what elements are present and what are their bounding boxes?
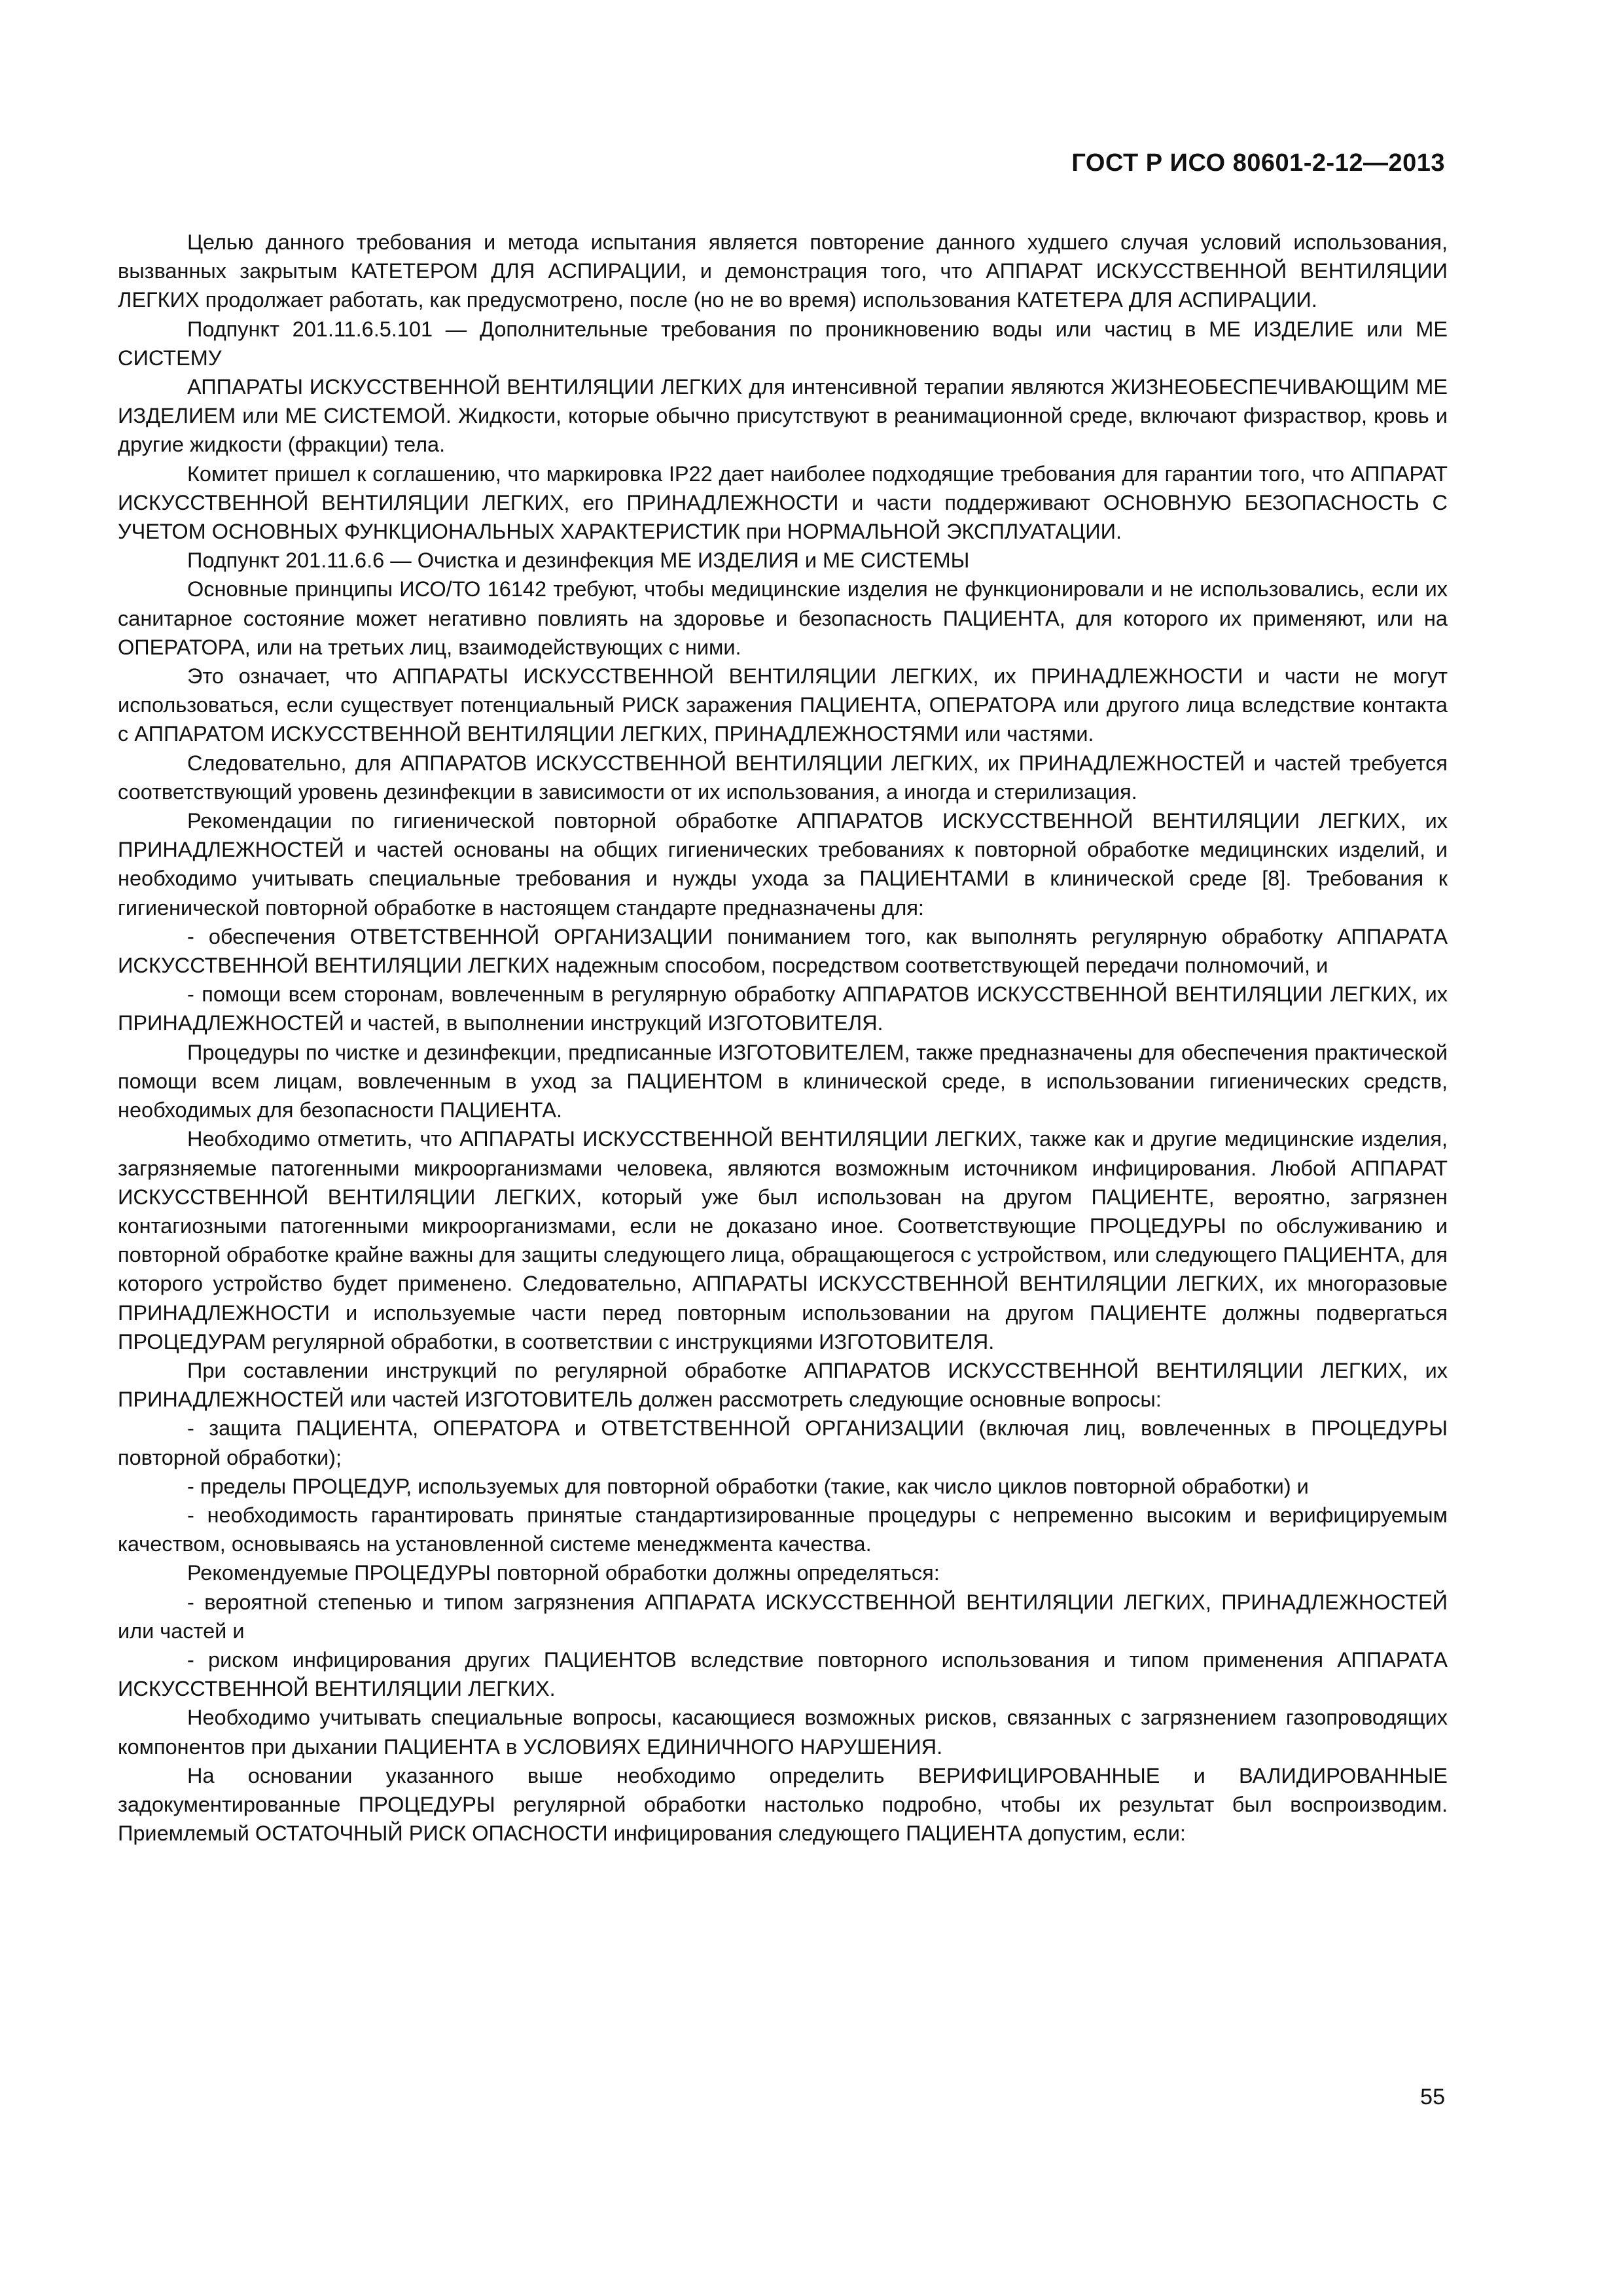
paragraph: Целью данного требования и метода испытания является повторение данного худшего случая условий использования, вызванных закрытым КАТЕТЕРОМ ДЛЯ АСПИРАЦИИ, и демонстрация того, что АППАРАТ ИСКУССТВЕННОЙ ВЕНТИЛЯЦИИ ЛЕГКИХ продолжает работать, как предусмотрено, после (но не во время) использования КАТЕТЕРА ДЛЯ АСПИРАЦИИ. <box>118 230 1448 312</box>
paragraph: Это означает, что АППАРАТЫ ИСКУССТВЕННОЙ ВЕНТИЛЯЦИИ ЛЕГКИХ, их ПРИНАДЛЕЖНОСТИ и части не могут использоваться, если существует потенциальный РИСК заражения ПАЦИЕНТА, ОПЕРАТОРА или другого лица вследствие контакта с АППАРАТОМ ИСКУССТВЕННОЙ ВЕНТИЛЯЦИИ ЛЕГКИХ, ПРИНАДЛЕЖНОСТЯМИ или частями. <box>118 664 1448 746</box>
paragraph: На основании указанного выше необходимо определить ВЕРИФИЦИРОВАННЫЕ и ВАЛИДИРОВАННЫЕ задокументированные ПРОЦЕДУРЫ регулярной обработки настолько подробно, чтобы их результат был воспроизводим. Приемлемый ОСТАТОЧНЫЙ РИСК ОПАСНОСТИ инфицирования следующего ПАЦИЕНТА допустим, если: <box>118 1763 1448 1846</box>
document-code-header: ГОСТ Р ИСО 80601-2-12—2013 <box>1071 149 1445 177</box>
subclause-heading: Подпункт 201.11.6.5.101 — Дополнительные требования по проникновению воды или частиц в МЕ ИЗДЕЛИЕ или МЕ СИСТЕМУ <box>118 317 1448 370</box>
list-item: - вероятной степенью и типом загрязнения АППАРАТА ИСКУССТВЕННОЙ ВЕНТИЛЯЦИИ ЛЕГКИХ, ПРИНАДЛЕЖНОСТЕЙ или частей и <box>118 1590 1448 1643</box>
paragraph: Необходимо отметить, что АППАРАТЫ ИСКУССТВЕННОЙ ВЕНТИЛЯЦИИ ЛЕГКИХ, также как и другие медицинские изделия, загрязняемые патогенными микроорганизмами человека, являются возможным источником инфицирования. Любой АППАРАТ ИСКУССТВЕННОЙ ВЕНТИЛЯЦИИ ЛЕГКИХ, который уже был использован на другом ПАЦИЕНТЕ, вероятно, загрязнен контагиозными патогенными микроорганизмами, если не доказано иное. Соответствующие ПРОЦЕДУРЫ по обслуживанию и повторной обработке крайне важны для защиты следующего лица, обращающегося с устройством, или следующего ПАЦИЕНТА, для которого устройство будет применено. Следовательно, АППАРАТЫ ИСКУССТВЕННОЙ ВЕНТИЛЯЦИИ ЛЕГКИХ, их многоразовые ПРИНАДЛЕЖНОСТИ и используемые части перед повторным использовании на другом ПАЦИЕНТЕ должны подвергаться ПРОЦЕДУРАМ регулярной обработки, в соответствии с инструкциями ИЗГОТОВИТЕЛЯ. <box>118 1127 1448 1354</box>
paragraph: Следовательно, для АППАРАТОВ ИСКУССТВЕННОЙ ВЕНТИЛЯЦИИ ЛЕГКИХ, их ПРИНАДЛЕЖНОСТЕЙ и частей требуется соответствующий уровень дезинфекции в зависимости от их использования, а иногда и стерилизация. <box>118 751 1448 804</box>
list-item: - защита ПАЦИЕНТА, ОПЕРАТОРА и ОТВЕТСТВЕННОЙ ОРГАНИЗАЦИИ (включая лиц, вовлеченных в ПРОЦЕДУРЫ повторной обработки); <box>118 1416 1448 1469</box>
paragraph: Рекомендуемые ПРОЦЕДУРЫ повторной обработки должны определяться: <box>187 1561 940 1585</box>
list-item: - необходимость гарантировать принятые стандартизированные процедуры с непременно высоким и верифицируемым качеством, основываясь на установленной системе менеджмента качества. <box>118 1503 1448 1556</box>
document-body <box>118 228 1448 1848</box>
paragraph: Основные принципы ИСО/ТО 16142 требуют, чтобы медицинские изделия не функционировали и не использовались, если их санитарное состояние может негативно повлиять на здоровье и безопасность ПАЦИЕНТА, для которого их применяют, или на ОПЕРАТОРА, или на третьих лиц, взаимодействующих с ними. <box>118 577 1448 659</box>
page-number: 55 <box>1420 2085 1445 2109</box>
paragraph: Необходимо учитывать специальные вопросы, касающиеся возможных рисков, связанных с загрязнением газопроводящих компонентов при дыхании ПАЦИЕНТА в УСЛОВИЯХ ЕДИНИЧНОГО НАРУШЕНИЯ. <box>118 1706 1448 1759</box>
paragraph: Комитет пришел к соглашению, что маркировка IP22 дает наиболее подходящие требования для гарантии того, что АППАРАТ ИСКУССТВЕННОЙ ВЕНТИЛЯЦИИ ЛЕГКИХ, его ПРИНАДЛЕЖНОСТИ и части поддерживают ОСНОВНУЮ БЕЗОПАСНОСТЬ С УЧЕТОМ ОСНОВНЫХ ФУНКЦИОНАЛЬНЫХ ХАРАКТЕРИСТИК при НОРМАЛЬНОЙ ЭКСПЛУАТАЦИИ. <box>118 461 1448 544</box>
paragraph: АППАРАТЫ ИСКУССТВЕННОЙ ВЕНТИЛЯЦИИ ЛЕГКИХ для интенсивной терапии являются ЖИЗНЕОБЕСПЕЧИВАЮЩИМ МЕ ИЗДЕЛИЕМ или МЕ СИСТЕМОЙ. Жидкости, которые обычно присутствуют в реанимационной среде, включают физраствор, кровь и другие жидкости (фракции) тела. <box>118 375 1448 457</box>
subclause-heading: Подпункт 201.11.6.6 — Очистка и дезинфекция МЕ ИЗДЕЛИЯ и МЕ СИСТЕМЫ <box>187 548 970 573</box>
list-item: - пределы ПРОЦЕДУР, используемых для повторной обработки (такие, как число циклов повторной обработки) и <box>187 1474 1309 1498</box>
paragraph: Рекомендации по гигиенической повторной обработке АППАРАТОВ ИСКУССТВЕННОЙ ВЕНТИЛЯЦИИ ЛЕГКИХ, их ПРИНАДЛЕЖНОСТЕЙ и частей основаны на общих гигиенических требованиях к повторной обработке медицинских изделий, и необходимо учитывать специальные требования и нужды ухода за ПАЦИЕНТАМИ в клинической среде [8]. Требования к гигиенической повторной обработке в настоящем стандарте предназначены для: <box>118 809 1448 920</box>
list-item: - помощи всем сторонам, вовлеченным в регулярную обработку АППАРАТОВ ИСКУССТВЕННОЙ ВЕНТИЛЯЦИИ ЛЕГКИХ, их ПРИНАДЛЕЖНОСТЕЙ и частей, в выполнении инструкций ИЗГОТОВИТЕЛЯ. <box>118 982 1448 1035</box>
list-item: - риском инфицирования других ПАЦИЕНТОВ вследствие повторного использования и типом применения АППАРАТА ИСКУССТВЕННОЙ ВЕНТИЛЯЦИИ ЛЕГКИХ. <box>118 1647 1448 1701</box>
list-item: - обеспечения ОТВЕТСТВЕННОЙ ОРГАНИЗАЦИИ пониманием того, как выполнять регулярную обработку АППАРАТА ИСКУССТВЕННОЙ ВЕНТИЛЯЦИИ ЛЕГКИХ надежным способом, посредством соответствующей передачи полномочий, и <box>118 924 1448 978</box>
paragraph: Процедуры по чистке и дезинфекции, предписанные ИЗГОТОВИТЕЛЕМ, также предназначены для обеспечения практической помощи всем лицам, вовлеченным в уход за ПАЦИЕНТОМ в клинической среде, в использовании гигиенических средств, необходимых для безопасности ПАЦИЕНТА. <box>118 1040 1448 1122</box>
paragraph: При составлении инструкций по регулярной обработке АППАРАТОВ ИСКУССТВЕННОЙ ВЕНТИЛЯЦИИ ЛЕГКИХ, их ПРИНАДЛЕЖНОСТЕЙ или частей ИЗГОТОВИТЕЛЬ должен рассмотреть следующие основные вопросы: <box>118 1358 1448 1412</box>
